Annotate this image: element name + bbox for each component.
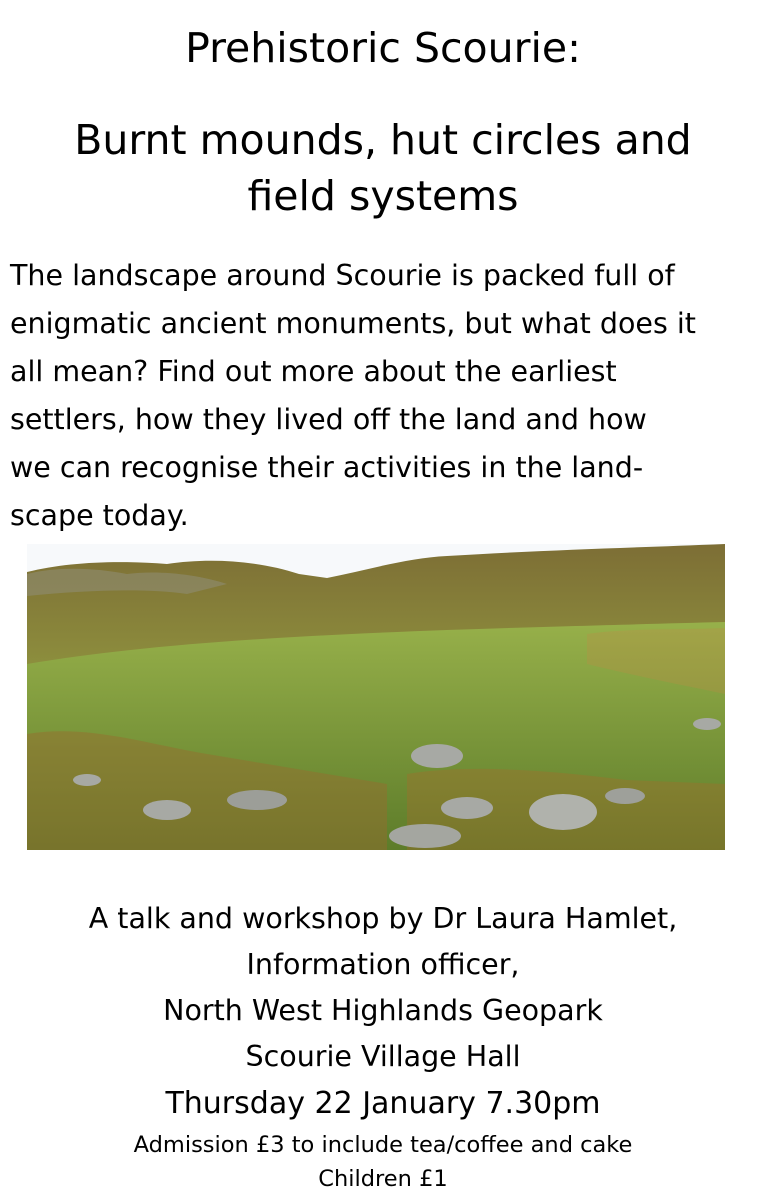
rock xyxy=(389,824,461,848)
event-speaker: A talk and workshop by Dr Laura Hamlet, xyxy=(88,902,678,935)
intro-line: we can recognise their activities in the land- xyxy=(10,451,644,484)
rock xyxy=(605,788,645,804)
event-organisation: North West Highlands Geopark xyxy=(163,994,603,1027)
event-datetime: Thursday 22 January 7.30pm xyxy=(165,1086,601,1121)
rock xyxy=(441,797,493,819)
poster-title: Prehistoric Scourie: xyxy=(185,24,581,72)
intro-line: enigmatic ancient monuments, but what does it xyxy=(10,307,696,340)
poster-subtitle xyxy=(0,112,766,224)
rock xyxy=(693,718,721,730)
intro-paragraph xyxy=(10,252,750,540)
rock xyxy=(411,744,463,768)
intro-line: all mean? Find out more about the earliest xyxy=(10,355,617,388)
event-admission: Admission £3 to include tea/coffee and cake xyxy=(133,1132,633,1158)
subtitle-line: Burnt mounds, hut circles and xyxy=(74,116,692,164)
rock xyxy=(227,790,287,810)
intro-line: settlers, how they lived off the land and how xyxy=(10,403,647,436)
event-venue: Scourie Village Hall xyxy=(245,1040,521,1073)
intro-line: The landscape around Scourie is packed full of xyxy=(10,259,675,292)
landscape-photo xyxy=(27,544,725,850)
rock xyxy=(529,794,597,830)
event-role: Information officer, xyxy=(246,948,520,981)
event-children-price: Children £1 xyxy=(318,1166,448,1192)
subtitle-line: field systems xyxy=(247,172,519,220)
rock xyxy=(143,800,191,820)
rock xyxy=(73,774,101,786)
event-details xyxy=(0,896,766,1196)
intro-line: scape today. xyxy=(10,499,189,532)
